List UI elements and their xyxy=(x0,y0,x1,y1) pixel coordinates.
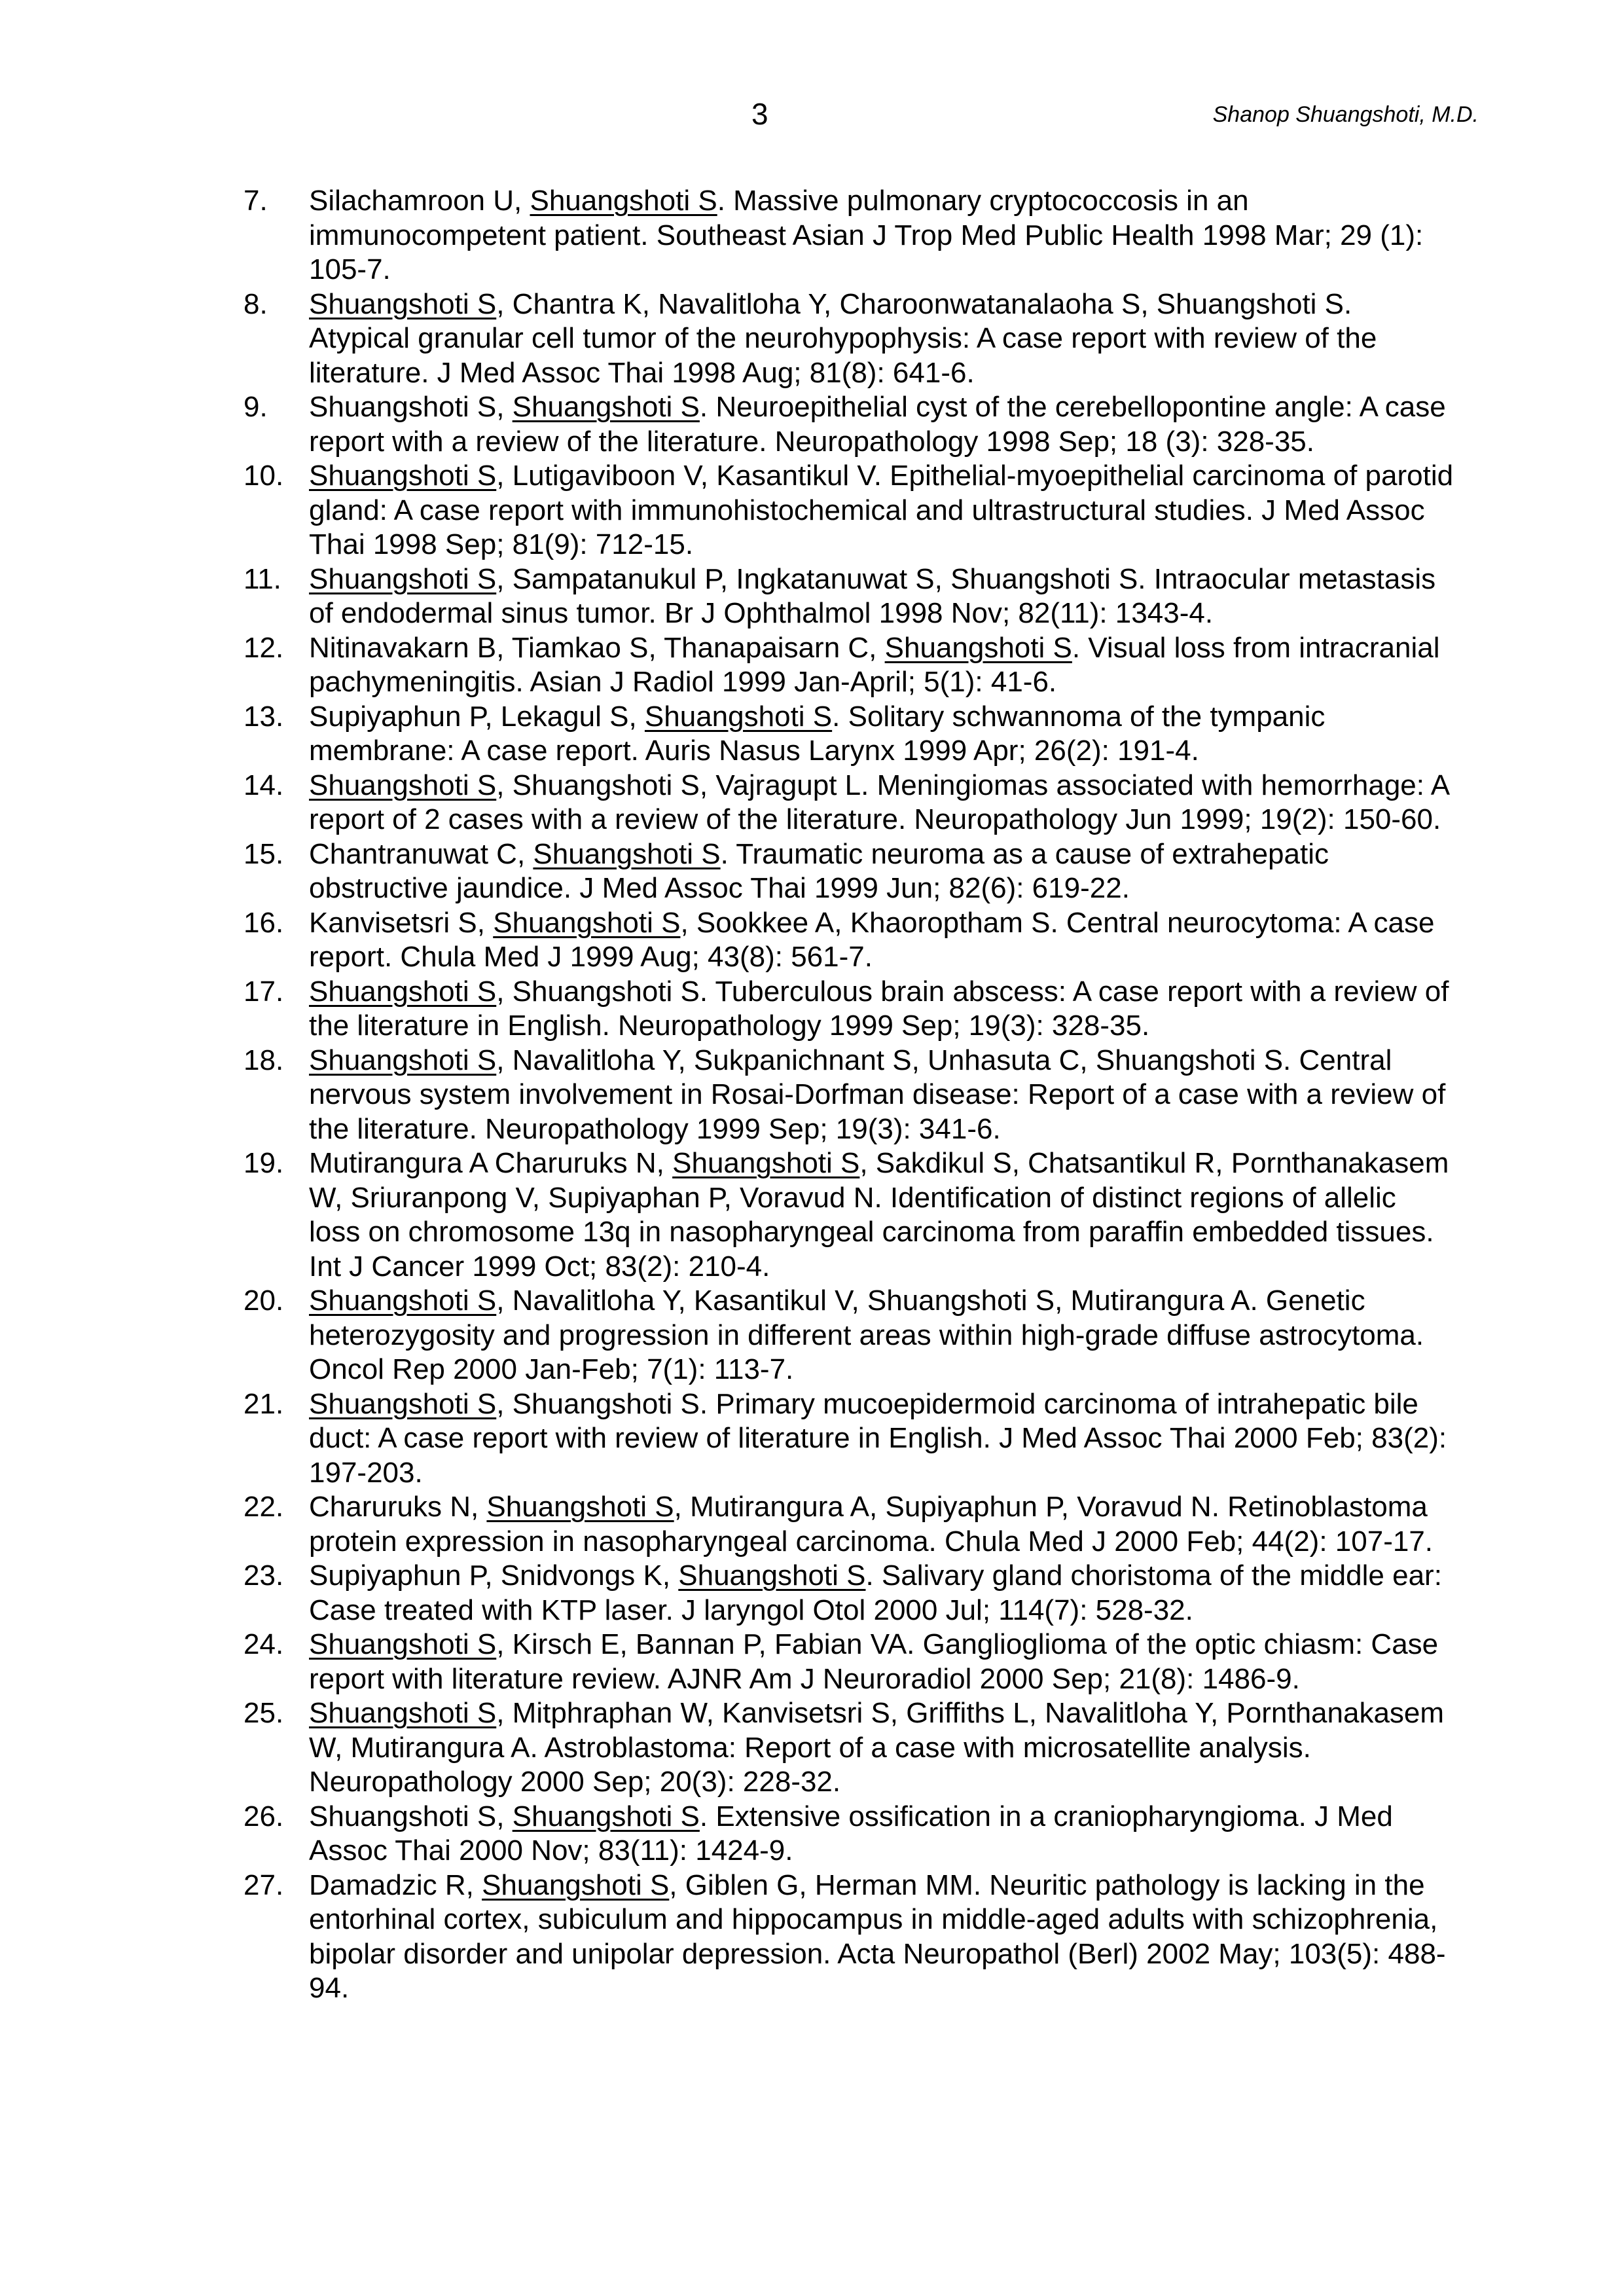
reference-authors-before: Mutirangura A Charuruks N, xyxy=(309,1147,673,1179)
reference-item xyxy=(244,287,1454,391)
reference-text xyxy=(309,1800,1454,1868)
reference-number: 16. xyxy=(244,906,284,939)
reference-text xyxy=(309,287,1454,391)
page-author: Shanop Shuangshoti, M.D. xyxy=(1212,102,1479,127)
reference-item xyxy=(244,1800,1454,1868)
reference-text xyxy=(309,769,1454,837)
reference-number: 8. xyxy=(244,287,268,320)
reference-text xyxy=(309,700,1454,769)
reference-item xyxy=(244,906,1454,975)
self-author-underlined: Shuangshoti S xyxy=(493,906,681,939)
self-author-underlined: Shuangshoti S xyxy=(672,1147,860,1179)
reference-number: 18. xyxy=(244,1044,284,1076)
reference-item xyxy=(244,1696,1454,1800)
reference-text xyxy=(309,1387,1454,1491)
reference-details: . Neuroepithelial cyst of the cerebellopontine angle: A case report with a review of the literature. Neuropathology 1998 Sep; 18 (3): 328-35. xyxy=(309,391,1446,458)
page-number: 3 xyxy=(751,97,768,131)
reference-authors-before: Nitinavakarn B, Tiamkao S, Thanapaisarn C, xyxy=(309,631,885,664)
reference-number: 12. xyxy=(244,631,284,664)
reference-number: 20. xyxy=(244,1285,284,1317)
reference-number: 27. xyxy=(244,1868,284,1901)
reference-text xyxy=(309,562,1454,631)
reference-item xyxy=(244,1284,1454,1387)
reference-item xyxy=(244,975,1454,1044)
reference-number: 14. xyxy=(244,769,284,801)
reference-item xyxy=(244,1044,1454,1147)
reference-details: , Sampatanukul P, Ingkatanuwat S, Shuangshoti S. Intraocular metastasis of endodermal sinus tumor. Br J Ophthalmol 1998 Nov; 82(11): 1343-4. xyxy=(309,562,1436,629)
reference-details: , Navalitloha Y, Kasantikul V, Shuangshoti S, Mutirangura A. Genetic heterozygosity and progression in different areas within high-grade diffuse astrocytoma. Oncol Rep 2000 Jan-Feb; 7(1): 113-7. xyxy=(309,1285,1424,1385)
reference-text xyxy=(309,1696,1454,1800)
self-author-underlined: Shuangshoti S xyxy=(309,562,497,595)
reference-number: 13. xyxy=(244,700,284,733)
reference-details: , Sookkee A, Khaoroptham S. Central neurocytoma: A case report. Chula Med J 1999 Aug; 43(8): 561-7. xyxy=(309,906,1435,973)
reference-number: 25. xyxy=(244,1697,284,1729)
reference-number: 19. xyxy=(244,1147,284,1179)
self-author-underlined: Shuangshoti S xyxy=(309,1697,497,1729)
reference-number: 23. xyxy=(244,1559,284,1592)
reference-details: , Shuangshoti S. Tuberculous brain abscess: A case report with a review of the literature in English. Neuropathology 1999 Sep; 19(3): 328-35. xyxy=(309,975,1449,1042)
reference-number: 15. xyxy=(244,837,284,870)
reference-item xyxy=(244,700,1454,769)
reference-item xyxy=(244,1559,1454,1628)
reference-details: . Solitary schwannoma of the tympanic membrane: A case report. Auris Nasus Larynx 1999 Apr; 26(2): 191-4. xyxy=(309,700,1326,767)
reference-item xyxy=(244,562,1454,631)
reference-details: . Visual loss from intracranial pachymeningitis. Asian J Radiol 1999 Jan-April; 5(1): 41-6. xyxy=(309,631,1440,698)
reference-details: . Salivary gland choristoma of the middle ear: Case treated with KTP laser. J laryngol Otol 2000 Jul; 114(7): 528-32. xyxy=(309,1559,1442,1626)
reference-item xyxy=(244,837,1454,906)
reference-details: , Chantra K, Navalitloha Y, Charoonwatanalaoha S, Shuangshoti S. Atypical granular cell tumor of the neurohypophysis: A case report with review of the literature. J Med Assoc Thai 1998 Aug; 81(8): 641-6. xyxy=(309,287,1377,389)
self-author-underlined: Shuangshoti S xyxy=(512,391,700,423)
reference-authors-before: Damadzic R, xyxy=(309,1868,482,1901)
reference-details: , Mitphraphan W, Kanvisetsri S, Griffiths L, Navalitloha Y, Pornthanakasem W, Mutirangura A. Astroblastoma: Report of a case with microsatellite analysis. Neuropathology 2000 Sep; 20(3): 228-32. xyxy=(309,1697,1445,1798)
self-author-underlined: Shuangshoti S xyxy=(884,631,1072,664)
reference-text xyxy=(309,1284,1454,1387)
reference-details: , Mutirangura A, Supiyaphun P, Voravud N. Retinoblastoma protein expression in nasopharyngeal carcinoma. Chula Med J 2000 Feb; 44(2): 107-17. xyxy=(309,1491,1434,1558)
reference-details: , Shuangshoti S. Primary mucoepidermoid carcinoma of intrahepatic bile duct: A case report with review of literature in English. J Med Assoc Thai 2000 Feb; 83(2): 197-203. xyxy=(309,1387,1447,1489)
reference-authors-before: Chantranuwat C, xyxy=(309,837,533,870)
reference-text xyxy=(309,1868,1454,2006)
self-author-underlined: Shuangshoti S xyxy=(309,975,497,1008)
self-author-underlined: Shuangshoti S xyxy=(482,1868,670,1901)
reference-details: . Massive pulmonary cryptococcosis in an immunocompetent patient. Southeast Asian J Trop Med Public Health 1998 Mar; 29 (1): 105-7. xyxy=(309,185,1424,285)
self-author-underlined: Shuangshoti S xyxy=(530,185,717,217)
self-author-underlined: Shuangshoti S xyxy=(533,837,721,870)
reference-authors-before: Shuangshoti S, xyxy=(309,1800,513,1832)
reference-item xyxy=(244,1387,1454,1491)
self-author-underlined: Shuangshoti S xyxy=(512,1800,700,1832)
reference-item xyxy=(244,184,1454,287)
reference-number: 7. xyxy=(244,185,268,217)
reference-text xyxy=(309,390,1454,459)
reference-item xyxy=(244,1146,1454,1284)
reference-item xyxy=(244,769,1454,837)
reference-list xyxy=(244,184,1454,2006)
reference-item xyxy=(244,1868,1454,2006)
reference-authors-before: Kanvisetsri S, xyxy=(309,906,494,939)
reference-number: 11. xyxy=(244,562,281,595)
reference-text xyxy=(309,184,1454,287)
reference-number: 26. xyxy=(244,1800,284,1832)
reference-number: 22. xyxy=(244,1491,284,1523)
reference-authors-before: Supiyaphun P, Snidvongs K, xyxy=(309,1559,679,1592)
reference-details: , Sakdikul S, Chatsantikul R, Pornthanakasem W, Sriuranpong V, Supiyaphan P, Voravud N. Identification of distinct regions of allelic loss on chromosome 13q in nasopharyngeal carcinoma from paraffin embedded tissues. Int J Cancer 1999 Oct; 83(2): 210-4. xyxy=(309,1147,1449,1283)
reference-details: , Shuangshoti S, Vajragupt L. Meningiomas associated with hemorrhage: A report of 2 cases with a review of the literature. Neuropathology Jun 1999; 19(2): 150-60. xyxy=(309,769,1449,835)
self-author-underlined: Shuangshoti S xyxy=(309,287,497,320)
self-author-underlined: Shuangshoti S xyxy=(678,1559,866,1592)
reference-authors-before: Charuruks N, xyxy=(309,1491,487,1523)
self-author-underlined: Shuangshoti S xyxy=(486,1491,674,1523)
reference-details: . Extensive ossification in a craniopharyngioma. J Med Assoc Thai 2000 Nov; 83(11): 1424-9. xyxy=(309,1800,1393,1867)
self-author-underlined: Shuangshoti S xyxy=(644,700,833,733)
reference-number: 21. xyxy=(244,1387,284,1420)
reference-authors-before: Shuangshoti S, xyxy=(309,391,513,423)
reference-details: , Giblen G, Herman MM. Neuritic pathology is lacking in the entorhinal cortex, subiculum and hippocampus in middle-aged adults with schizophrenia, bipolar disorder and unipolar depression. Acta Neuropathol (Berl) 2002 May; 103(5): 488-94. xyxy=(309,1868,1446,2004)
reference-text xyxy=(309,837,1454,906)
reference-item xyxy=(244,631,1454,700)
reference-text xyxy=(309,975,1454,1044)
reference-number: 24. xyxy=(244,1628,284,1660)
reference-details: , Kirsch E, Bannan P, Fabian VA. Ganglioglioma of the optic chiasm: Case report with literature review. AJNR Am J Neuroradiol 2000 Sep; 21(8): 1486-9. xyxy=(309,1628,1439,1695)
reference-item xyxy=(244,1490,1454,1559)
reference-item xyxy=(244,390,1454,459)
reference-text xyxy=(309,1044,1454,1147)
reference-details: , Navalitloha Y, Sukpanichnant S, Unhasuta C, Shuangshoti S. Central nervous system involvement in Rosai-Dorfman disease: Report of a case with a review of the literature. Neuropathology 1999 Sep; 19(3): 341-6. xyxy=(309,1044,1446,1145)
self-author-underlined: Shuangshoti S xyxy=(309,1628,497,1660)
reference-item xyxy=(244,1628,1454,1696)
reference-text xyxy=(309,1559,1454,1628)
self-author-underlined: Shuangshoti S xyxy=(309,769,497,801)
self-author-underlined: Shuangshoti S xyxy=(309,460,497,492)
reference-details: . Traumatic neuroma as a cause of extrahepatic obstructive jaundice. J Med Assoc Thai 1999 Jun; 82(6): 619-22. xyxy=(309,837,1329,904)
reference-text xyxy=(309,459,1454,562)
reference-text xyxy=(309,631,1454,700)
reference-text xyxy=(309,906,1454,975)
reference-text xyxy=(309,1146,1454,1284)
self-author-underlined: Shuangshoti S xyxy=(309,1285,497,1317)
reference-number: 10. xyxy=(244,460,284,492)
reference-number: 17. xyxy=(244,975,284,1008)
reference-text xyxy=(309,1490,1454,1559)
reference-authors-before: Supiyaphun P, Lekagul S, xyxy=(309,700,645,733)
self-author-underlined: Shuangshoti S xyxy=(309,1044,497,1076)
reference-text xyxy=(309,1628,1454,1696)
reference-authors-before: Silachamroon U, xyxy=(309,185,530,217)
reference-item xyxy=(244,459,1454,562)
reference-details: , Lutigaviboon V, Kasantikul V. Epithelial-myoepithelial carcinoma of parotid gland: A case report with immunohistochemical and ultrastructural studies. J Med Assoc Thai 1998 Sep; 81(9): 712-15. xyxy=(309,460,1454,560)
reference-number: 9. xyxy=(244,391,268,423)
self-author-underlined: Shuangshoti S xyxy=(309,1387,497,1420)
